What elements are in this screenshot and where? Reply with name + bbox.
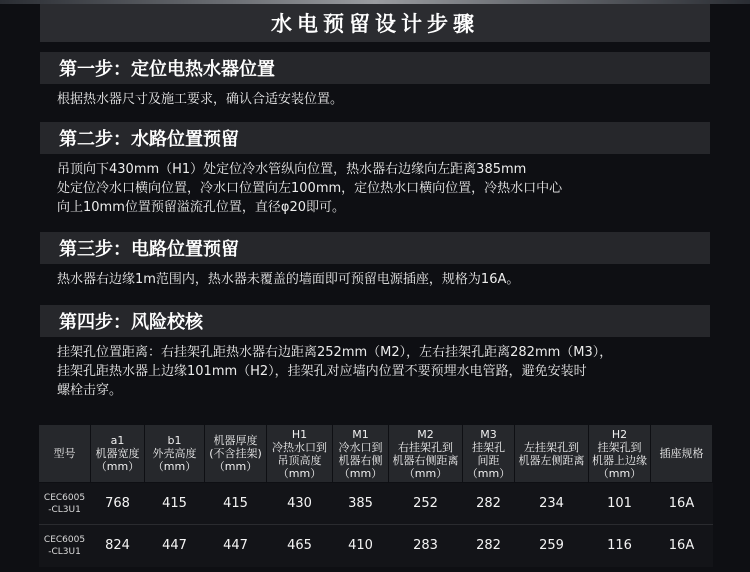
table-cell: 252 [389,483,463,525]
model-cell: CEC6005 -CL3U1 [39,525,91,567]
step-2-heading: 第二步：水路位置预留 [40,122,710,154]
header-h1: H1 冷热水口到 吊顶高度 （mm） [267,425,333,483]
header-thickness: 机器厚度 (不含挂架) （mm） [205,425,267,483]
step-2-line: 向上10mm位置预留溢流孔位置，直径φ20即可。 [57,200,345,215]
header-left-hole: 左挂架孔到 机器左侧距离 [515,425,589,483]
step-1-section [40,52,710,109]
page-title: 水电预留设计步骤 [271,12,479,36]
step-4-heading: 第四步：风险校核 [40,305,710,337]
step-1-heading: 第一步：定位电热水器位置 [40,52,710,84]
title-band [40,4,710,42]
header-m1: M1 冷水口到 机器右侧 （mm） [333,425,389,483]
step-4-line: 挂架孔位置距离：右挂架孔距热水器右边距离252mm（M2），左右挂架孔距离282mm（M3）， [57,345,613,360]
step-1-body [40,84,710,109]
step-4-section [40,305,710,400]
table-cell: 415 [205,483,267,525]
header-m2: M2 右挂架孔到 机器右侧距离 （mm） [389,425,463,483]
table-cell: 259 [515,525,589,567]
header-socket: 插座规格 [651,425,713,483]
header-m3: M3 挂架孔 间距 （mm） [463,425,515,483]
step-1-line: 根据热水器尺寸及施工要求，确认合适安装位置。 [57,92,344,107]
table-row [39,525,713,567]
header-h2: H2 挂架孔到 机器上边缘 （mm） [589,425,651,483]
table-cell: 447 [145,525,205,567]
table-cell: 824 [91,525,145,567]
model-cell: CEC6005 -CL3U1 [39,483,91,525]
step-2-line: 吊顶向下430mm（H1）处定位冷水管纵向位置，热水器右边缘向左距离385mm [57,162,527,177]
header-a1: a1 机器宽度 （mm） [91,425,145,483]
table-row [39,483,713,525]
table-cell: 101 [589,483,651,525]
table-cell: 16A [651,525,713,567]
step-4-line: 挂架孔距热水器上边缘101mm（H2），挂架孔对应墙内位置不要预埋水电管路，避免安装时 [57,364,587,379]
table-cell: 116 [589,525,651,567]
table-cell: 430 [267,483,333,525]
table-cell: 282 [463,525,515,567]
header-b1: b1 外壳高度 （mm） [145,425,205,483]
table-cell: 385 [333,483,389,525]
table-cell: 768 [91,483,145,525]
table-cell: 410 [333,525,389,567]
step-3-section [40,232,710,289]
table-cell: 283 [389,525,463,567]
step-4-line: 螺栓击穿。 [57,383,123,398]
step-4-body [40,337,710,400]
header-model: 型号 [39,425,91,483]
spec-table [38,424,713,567]
step-2-line: 处定位冷水口横向位置，冷水口位置向左100mm，定位热水口横向位置，冷热水口中心 [57,181,563,196]
table-cell: 415 [145,483,205,525]
table-cell: 465 [267,525,333,567]
step-2-body [40,154,710,217]
step-3-body [40,264,710,289]
step-3-heading: 第三步：电路位置预留 [40,232,710,264]
table-cell: 234 [515,483,589,525]
step-2-section [40,122,710,217]
table-header-row [39,425,713,483]
table-cell: 16A [651,483,713,525]
table-cell: 447 [205,525,267,567]
table-cell: 282 [463,483,515,525]
step-3-line: 热水器右边缘1m范围内，热水器未覆盖的墙面即可预留电源插座，规格为16A。 [57,272,520,287]
